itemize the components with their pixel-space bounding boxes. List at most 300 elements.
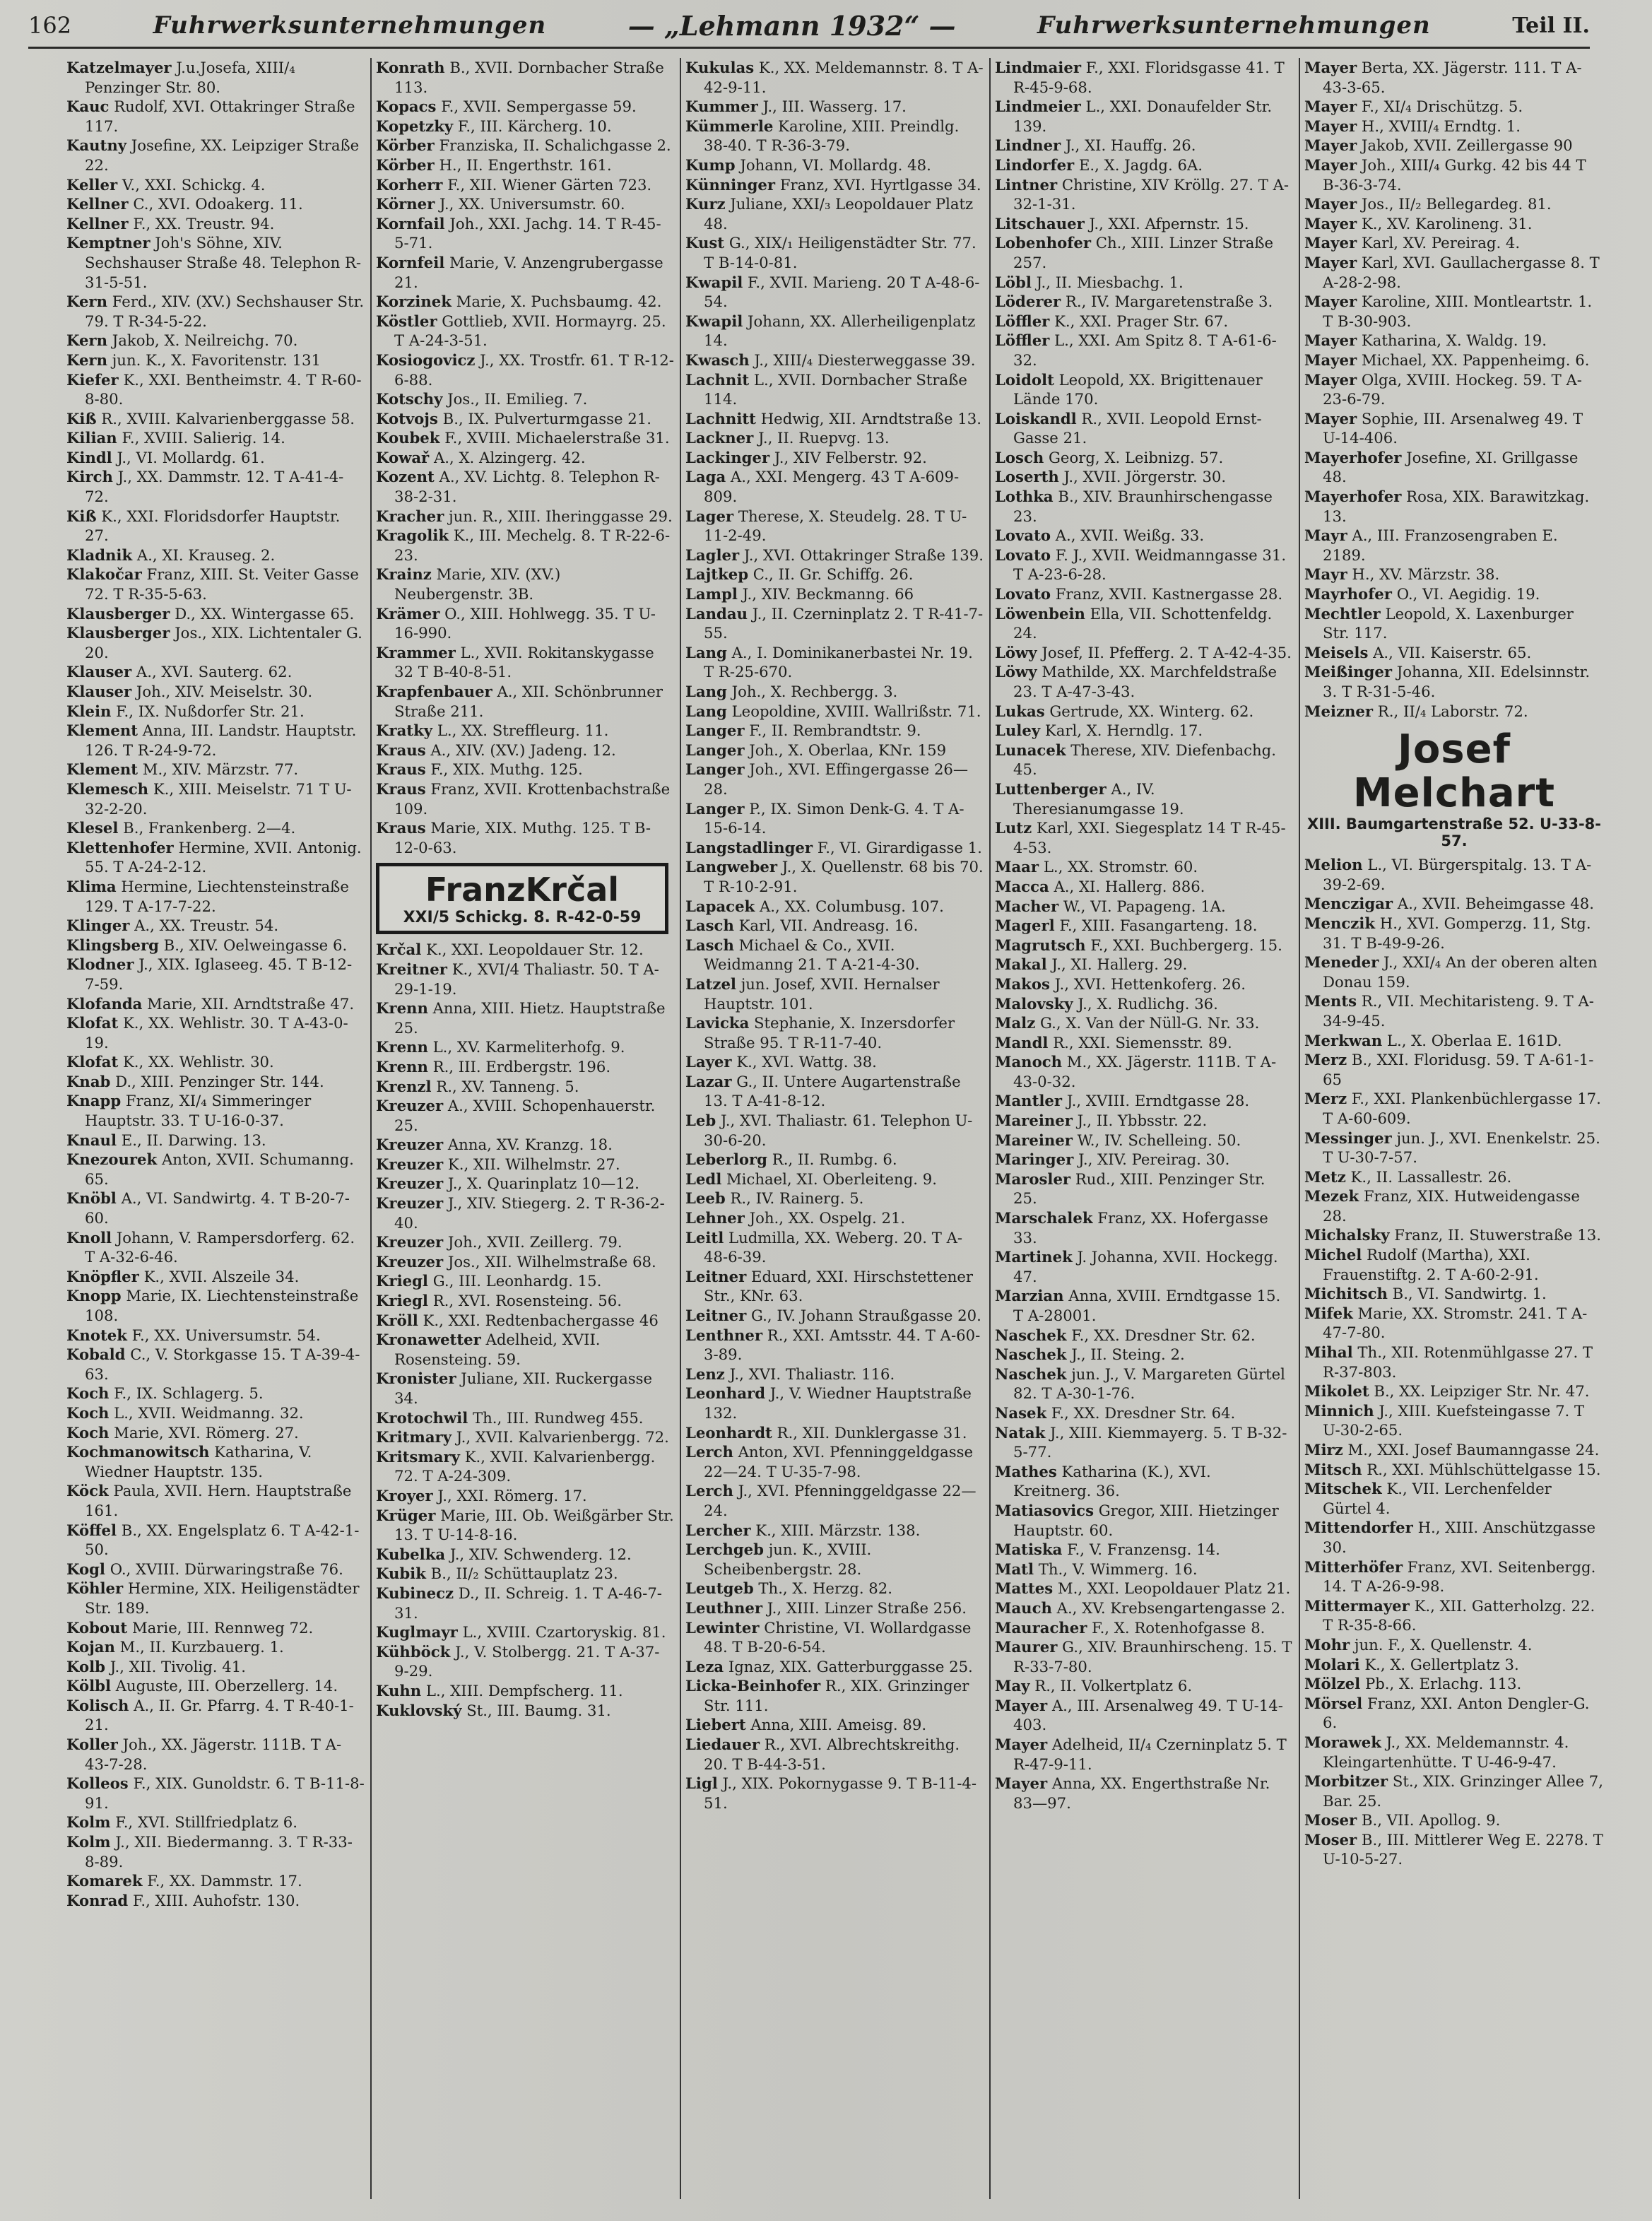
directory-entry: Leonhardt R., XII. Dunklergasse 31. bbox=[685, 1423, 967, 1442]
directory-entry: Kwapil F., XVII. Marieng. 20 T A-48-6-54. bbox=[685, 273, 980, 311]
directory-entry: Kornfail Joh., XXI. Jachg. 14. T R-45-5-71. bbox=[376, 214, 661, 252]
directory-entry: May R., II. Volkertplatz 6. bbox=[995, 1677, 1193, 1695]
directory-entry: Klakočar Franz, XIII. St. Veiter Gasse 72. T R-35-5-63. bbox=[66, 565, 359, 603]
directory-entry: Kellner C., XVI. Odoakerg. 11. bbox=[66, 195, 303, 213]
directory-entry: Knotek F., XX. Universumstr. 54. bbox=[66, 1326, 321, 1344]
directory-entry: Menczik H., XVI. Gomperzg. 11, Stg. 31. T B-49-9-26. bbox=[1304, 914, 1591, 952]
directory-entry: Lehner Joh., XX. Ospelg. 21. bbox=[685, 1209, 906, 1227]
directory-entry: Langer Joh., X. Oberlaa, KNr. 159 bbox=[685, 741, 947, 759]
directory-entry: Mikolet B., XX. Leipziger Str. Nr. 47. bbox=[1304, 1382, 1590, 1401]
directory-entry: Kroyer J., XXI. Römerg. 17. bbox=[376, 1486, 587, 1504]
directory-entry: Lovato Franz, XVII. Kastnergasse 28. bbox=[995, 585, 1283, 603]
directory-entry: Lobenhofer Ch., XIII. Linzer Straße 257. bbox=[995, 234, 1274, 271]
directory-entry: Mattes M., XXI. Leopoldauer Platz 21. bbox=[995, 1579, 1291, 1598]
directory-entry: Lercher K., XIII. Märzstr. 138. bbox=[685, 1521, 921, 1539]
directory-entry: Köhler Hermine, XIX. Heiligenstädter Str. 189. bbox=[66, 1579, 360, 1617]
directory-entry: Klofat K., XX. Wehlistr. 30. T A-43-0-19. bbox=[66, 1014, 348, 1051]
directory-column-4 bbox=[991, 58, 1300, 2199]
directory-entry: Lovato A., XVII. Weißg. 33. bbox=[995, 526, 1205, 545]
directory-entry: Löffler K., XXI. Prager Str. 67. bbox=[995, 312, 1229, 330]
directory-entry: Knöbl A., VI. Sandwirtg. 4. T B-20-7-60. bbox=[66, 1189, 350, 1227]
directory-entry: Maar L., XX. Stromstr. 60. bbox=[995, 858, 1198, 876]
directory-entry: Koller Joh., XX. Jägerstr. 111B. T A-43-7-28. bbox=[66, 1736, 342, 1773]
directory-entry: Löwy Josef, II. Pfefferg. 2. T A-42-4-35. bbox=[995, 643, 1292, 661]
directory-entry: Loidolt Leopold, XX. Brigittenauer Lände 170. bbox=[995, 370, 1263, 408]
directory-entry: Kilian F., XVIII. Salierig. 14. bbox=[66, 429, 285, 447]
directory-entry: Kiß R., XVIII. Kalvarienberggasse 58. bbox=[66, 409, 355, 428]
directory-entry: Kwasch J., XIII/₄ Diesterweggasse 39. bbox=[685, 350, 976, 369]
directory-entry: Kotvojs B., IX. Pulverturmgasse 21. bbox=[376, 409, 651, 428]
directory-entry: Mathes Katharina (K.), XVI. Kreitnerg. 36. bbox=[995, 1462, 1211, 1500]
directory-entry: Lutz Karl, XXI. Siegesplatz 14 T R-45-4-53. bbox=[995, 819, 1286, 856]
directory-entry: Mantler J., XVIII. Erndtgasse 28. bbox=[995, 1092, 1250, 1110]
directory-entry: Marschalek Franz, XX. Hofergasse 33. bbox=[995, 1209, 1268, 1247]
directory-entry: Kuklovský St., III. Baumg. 31. bbox=[376, 1701, 611, 1719]
directory-entry: Macca A., XI. Hallerg. 886. bbox=[995, 877, 1205, 895]
directory-entry: Naschek J., II. Steing. 2. bbox=[995, 1345, 1185, 1364]
directory-entry: Kosiogovicz J., XX. Trostfr. 61. T R-12-6-88. bbox=[376, 350, 674, 389]
directory-entry: Kreuzer A., XVIII. Schopenhauerstr. 25. bbox=[376, 1097, 656, 1134]
directory-columns bbox=[62, 58, 1610, 2199]
directory-entry: Körner J., XX. Universumstr. 60. bbox=[376, 195, 625, 213]
part-label: Teil II. bbox=[1512, 13, 1590, 38]
directory-entry: Lunacek Therese, XIV. Diefenbachg. 45. bbox=[995, 741, 1276, 779]
directory-entry: Liebert Anna, XIII. Ameisg. 89. bbox=[685, 1716, 927, 1734]
directory-entry: Leb J., XVI. Thaliastr. 61. Telephon U-30-6-20. bbox=[685, 1112, 973, 1149]
directory-entry: Lavicka Stephanie, X. Inzersdorfer Straße 95. T R-11-7-40. bbox=[685, 1014, 955, 1051]
directory-entry: Mitterhöfer Franz, XVI. Seitenbergg. 14. T A-26-9-98. bbox=[1304, 1557, 1596, 1596]
directory-entry: Lazar G., II. Untere Augartenstraße 13. T A-41-8-12. bbox=[685, 1072, 961, 1110]
directory-entry: Mayer Jos., II/₂ Bellegardeg. 81. bbox=[1304, 195, 1552, 213]
directory-entry: Korzinek Marie, X. Puchsbaumg. 42. bbox=[376, 293, 662, 311]
directory-entry: Klima Hermine, Liechtensteinstraße 129. T A-17-7-22. bbox=[66, 877, 349, 915]
directory-entry: Löffler L., XXI. Am Spitz 8. T A-61-6-32. bbox=[995, 331, 1277, 369]
directory-entry: Leberlorg R., II. Rumbg. 6. bbox=[685, 1150, 897, 1169]
directory-entry: Konrath B., XVII. Dornbacher Straße 113. bbox=[376, 59, 664, 96]
directory-entry: Mihal Th., XII. Rotenmühlgasse 27. T R-37-803. bbox=[1304, 1343, 1593, 1381]
directory-entry: Katzelmayer J.u.Josefa, XIII/₄ Penzinger Str. 80. bbox=[66, 59, 295, 96]
directory-entry: Klauser Joh., XIV. Meiselstr. 30. bbox=[66, 683, 313, 700]
directory-entry: Kern jun. K., X. Favoritenstr. 131 bbox=[66, 350, 321, 369]
directory-entry: Mirz M., XXI. Josef Baumanngasse 24. bbox=[1304, 1441, 1600, 1459]
directory-entry: Krammer L., XVII. Rokitanskygasse 32 T B-40-8-51. bbox=[376, 643, 654, 681]
directory-entry: Mayer Karl, XVI. Gaullachergasse 8. T A-28-2-98. bbox=[1304, 253, 1600, 291]
directory-entry: Mayr H., XV. Märzstr. 38. bbox=[1304, 565, 1500, 584]
directory-entry: Kotschy Jos., II. Emilieg. 7. bbox=[376, 390, 588, 408]
directory-entry: Moser B., III. Mittlerer Weg E. 2278. T U-10-5-27. bbox=[1304, 1830, 1603, 1868]
directory-entry: Kriegl G., III. Leonhardg. 15. bbox=[376, 1272, 602, 1290]
directory-entry: Kauc Rudolf, XVI. Ottakringer Straße 117. bbox=[66, 98, 355, 135]
directory-entry: Mayer Karoline, XIII. Montleartstr. 1. T B-30-903. bbox=[1304, 293, 1593, 330]
directory-entry: Loiskandl R., XVII. Leopold Ernst-Gasse 21. bbox=[995, 409, 1262, 447]
directory-entry: Krenn L., XV. Karmeliterhofg. 9. bbox=[376, 1038, 625, 1056]
directory-entry: Künninger Franz, XVI. Hyrtlgasse 34. bbox=[685, 175, 981, 194]
directory-entry: Lenthner R., XXI. Amtsstr. 44. T A-60-3-89. bbox=[685, 1326, 981, 1364]
directory-entry: Michitsch B., VI. Sandwirtg. 1. bbox=[1304, 1285, 1547, 1303]
directory-entry: Kwapil Johann, XX. Allerheiligenplatz 14. bbox=[685, 312, 976, 350]
directory-entry: Kummer J., III. Wasserg. 17. bbox=[685, 98, 907, 116]
directory-entry: Kurz Juliane, XXI/₃ Leopoldauer Platz 48. bbox=[685, 195, 974, 232]
directory-entry: Kraus Franz, XVII. Krottenbachstraße 109. bbox=[376, 779, 671, 818]
advertisement-name: Josef Melchart bbox=[1352, 726, 1556, 817]
directory-entry: Meizner R., II/₄ Laborstr. 72. bbox=[1304, 702, 1528, 720]
directory-entry: Kolleos F., XIX. Gunoldstr. 6. T B-11-8-91. bbox=[66, 1774, 365, 1812]
directory-entry: Loserth J., XVII. Jörgerstr. 30. bbox=[995, 468, 1227, 486]
directory-entry: Mayer Sophie, III. Arsenalweg 49. T U-14-406. bbox=[1304, 409, 1583, 447]
directory-entry: Makos J., XVI. Hettenkoferg. 26. bbox=[995, 974, 1246, 993]
directory-entry: Langer P., IX. Simon Denk-G. 4. T A-15-6-14. bbox=[685, 799, 964, 837]
directory-entry: Kolisch A., II. Gr. Pfarrg. 4. T R-40-1-21. bbox=[66, 1696, 354, 1734]
directory-entry: Löbl J., II. Miesbachg. 1. bbox=[995, 273, 1184, 291]
directory-entry: Mitsch R., XXI. Mühlschüttelgasse 15. bbox=[1304, 1460, 1601, 1478]
directory-entry: Lindmaier F., XXI. Floridsgasse 41. T R-45-9-68. bbox=[995, 59, 1285, 96]
directory-entry: Kuhn L., XIII. Dempfscherg. 11. bbox=[376, 1681, 623, 1699]
directory-entry: Malovsky J., X. Rudlichg. 36. bbox=[995, 994, 1218, 1013]
directory-entry: Lang Leopoldine, XVIII. Wallrißstr. 71. bbox=[685, 702, 981, 720]
directory-entry: Klausberger D., XX. Wintergasse 65. bbox=[66, 604, 355, 623]
directory-entry: Kladnik A., XI. Krauseg. 2. bbox=[66, 546, 276, 564]
directory-entry: Liedauer R., XVI. Albrechtskreithg. 20. T B-44-3-51. bbox=[685, 1736, 960, 1773]
directory-entry: Kojan M., II. Kurzbauerg. 1. bbox=[66, 1638, 284, 1656]
directory-entry: Kracher jun. R., XIII. Iheringgasse 29. bbox=[376, 507, 673, 525]
directory-entry: Mechtler Leopold, X. Laxenburger Str. 117. bbox=[1304, 604, 1574, 642]
page-number: 162 bbox=[28, 12, 72, 39]
directory-entry: Layer K., XVI. Wattg. 38. bbox=[685, 1053, 877, 1071]
directory-entry: Kritmary J., XVII. Kalvarienbergg. 72. bbox=[376, 1428, 669, 1447]
directory-entry: Klemesch K., XIII. Meiselstr. 71 T U-32-2-20. bbox=[66, 779, 352, 818]
advertisement-address: XXI/5 Schickg. 8. R-42-0-59 bbox=[403, 909, 642, 927]
directory-entry: Knapp Franz, XI/₄ Simmeringer Hauptstr. 33. T U-16-0-37. bbox=[66, 1092, 312, 1130]
directory-entry: Mezek Franz, XIX. Hutweidengasse 28. bbox=[1304, 1187, 1580, 1225]
directory-entry: Lewinter Christine, VI. Wollardgasse 48. T B-20-6-54. bbox=[685, 1618, 972, 1656]
directory-entry: Mölzel Pb., X. Erlachg. 113. bbox=[1304, 1675, 1522, 1693]
directory-entry: Magerl F., XIII. Fasangarteng. 18. bbox=[995, 917, 1258, 935]
directory-entry: Kukulas K., XX. Meldemannstr. 8. T A-42-9-11. bbox=[685, 59, 984, 96]
directory-entry: Kern Ferd., XIV. (XV.) Sechshauser Str. 79. T R-34-5-22. bbox=[66, 293, 365, 330]
directory-entry: Kubik B., II/₂ Schüttauplatz 23. bbox=[376, 1565, 618, 1583]
directory-column-5 bbox=[1300, 58, 1610, 2199]
directory-entry: Lajtkep C., II. Gr. Schiffg. 26. bbox=[685, 565, 914, 584]
left-running-title: Fuhrwerksunternehmungen bbox=[153, 11, 547, 40]
directory-entry: Michel Rudolf (Martha), XXI. Frauenstiftg. 2. T A-60-2-91. bbox=[1304, 1246, 1539, 1283]
directory-entry: Leonhard J., V. Wiedner Hauptstraße 132. bbox=[685, 1384, 972, 1422]
directory-entry: Lapacek A., XX. Columbusg. 107. bbox=[685, 897, 944, 915]
directory-entry: Meisels A., VII. Kaiserstr. 65. bbox=[1304, 643, 1532, 661]
advertisement-address: XIII. Baumgartenstraße 52. U-33-8-57. bbox=[1307, 815, 1601, 850]
directory-entry: Keller V., XXI. Schickg. 4. bbox=[66, 175, 266, 194]
directory-entry: Kröll K., XXI. Redtenbachergasse 46 bbox=[376, 1311, 659, 1329]
directory-entry: Kubinecz D., II. Schreig. 1. T A-46-7-31. bbox=[376, 1584, 662, 1622]
directory-entry: Mareiner W., IV. Schelleing. 50. bbox=[995, 1131, 1241, 1149]
directory-entry: Lang A., I. Dominikanerbastei Nr. 19. T R-25-670. bbox=[685, 643, 973, 681]
directory-entry: Lachnit L., XVII. Dornbacher Straße 114. bbox=[685, 370, 967, 408]
directory-entry: Lang Joh., X. Rechbergg. 3. bbox=[685, 683, 898, 700]
directory-entry: Mayer A., III. Arsenalweg 49. T U-14-403. bbox=[995, 1696, 1283, 1734]
directory-entry: Matl Th., V. Wimmerg. 16. bbox=[995, 1560, 1198, 1578]
directory-entry: Kolb J., XII. Tivolig. 41. bbox=[66, 1657, 246, 1675]
directory-column-3 bbox=[681, 58, 991, 2199]
directory-entry: Mayer Michael, XX. Pappenheimg. 6. bbox=[1304, 350, 1590, 369]
directory-entry: Langstadlinger F., VI. Girardigasse 1. bbox=[685, 838, 982, 856]
directory-entry: Krenn Anna, XIII. Hietz. Hauptstraße 25. bbox=[376, 999, 666, 1037]
directory-entry: Lindner J., XI. Hauffg. 26. bbox=[995, 136, 1196, 155]
directory-entry: Mayer Karl, XV. Pereirag. 4. bbox=[1304, 234, 1521, 252]
directory-entry: Leuthner J., XIII. Linzer Straße 256. bbox=[685, 1598, 967, 1617]
directory-entry: Kreuzer K., XII. Wilhelmstr. 27. bbox=[376, 1155, 620, 1173]
directory-entry: Kiefer K., XXI. Bentheimstr. 4. T R-60-8-80. bbox=[66, 370, 362, 408]
directory-entry: Merkwan L., X. Oberlaa E. 161D. bbox=[1304, 1031, 1562, 1049]
directory-entry: Löderer R., IV. Margaretenstraße 3. bbox=[995, 293, 1273, 311]
directory-entry: Mörsel Franz, XXI. Anton Dengler-G. 6. bbox=[1304, 1694, 1590, 1732]
directory-entry: Kreuzer Anna, XV. Kranzg. 18. bbox=[376, 1136, 613, 1154]
directory-entry: Merz F., XXI. Plankenbüchlergasse 17. T A-60-609. bbox=[1304, 1090, 1601, 1127]
directory-entry: Molari K., X. Gellertplatz 3. bbox=[1304, 1655, 1519, 1673]
directory-entry: Kreuzer Joh., XVII. Zeillerg. 79. bbox=[376, 1233, 623, 1251]
directory-entry: Mauch A., XV. Krebsengartengasse 2. bbox=[995, 1598, 1285, 1617]
directory-entry: Kogl O., XVIII. Dürwaringstraße 76. bbox=[66, 1560, 343, 1578]
directory-entry: Klement M., XIV. Märzstr. 77. bbox=[66, 760, 299, 779]
directory-entry: Kautny Josefine, XX. Leipziger Straße 22. bbox=[66, 136, 360, 174]
directory-entry: Mayer Katharina, X. Waldg. 19. bbox=[1304, 331, 1547, 350]
directory-entry: Metz K., II. Lassallestr. 26. bbox=[1304, 1167, 1512, 1186]
right-running-title: Fuhrwerksunternehmungen bbox=[1037, 11, 1431, 40]
directory-entry: Krainz Marie, XIV. (XV.) Neubergenstr. 3B. bbox=[376, 565, 561, 603]
directory-entry: Ledl Michael, XI. Oberleiteng. 9. bbox=[685, 1170, 937, 1188]
directory-entry: Mareiner J., II. Ybbsstr. 22. bbox=[995, 1112, 1208, 1130]
directory-entry: Kritsmary K., XVII. Kalvarienbergg. 72. T A-24-309. bbox=[376, 1447, 656, 1485]
directory-entry: Kreuzer J., XIV. Stiegerg. 2. T R-36-2-40. bbox=[376, 1194, 665, 1232]
directory-entry: Kriegl R., XVI. Rosensteing. 56. bbox=[376, 1292, 622, 1310]
directory-entry: Klement Anna, III. Landstr. Hauptstr. 126. T R-24-9-72. bbox=[66, 721, 357, 759]
directory-entry: Mifek Marie, XX. Stromstr. 241. T A-47-7-80. bbox=[1304, 1304, 1588, 1342]
directory-entry: Marosler Rud., XIII. Penzinger Str. 25. bbox=[995, 1170, 1265, 1208]
directory-entry: Mayer Adelheid, II/₄ Czerninplatz 5. T R-47-9-11. bbox=[995, 1736, 1287, 1773]
directory-entry: Klodner J., XIX. Iglaseeg. 45. T B-12-7-59. bbox=[66, 955, 353, 993]
directory-entry: Mohr jun. F., X. Quellenstr. 4. bbox=[1304, 1635, 1533, 1654]
directory-entry: Merz B., XXI. Floridusg. 59. T A-61-1-65 bbox=[1304, 1051, 1594, 1088]
directory-entry: Köck Paula, XVII. Hern. Hauptstraße 161. bbox=[66, 1482, 352, 1519]
directory-entry: Messinger jun. J., XVI. Enenkelstr. 25. T U-30-7-57. bbox=[1304, 1129, 1600, 1167]
directory-entry: Kozent A., XV. Lichtg. 8. Telephon R-38-2-31. bbox=[376, 468, 660, 506]
directory-entry: Krapfenbauer A., XII. Schönbrunner Straße 211. bbox=[376, 683, 663, 720]
directory-entry: Mitschek K., VII. Lerchenfelder Gürtel 4. bbox=[1304, 1480, 1552, 1517]
directory-entry: Maurer G., XIV. Braunhirscheng. 15. T R-33-7-80. bbox=[995, 1638, 1292, 1675]
directory-entry: Leitner G., IV. Johann Straußgasse 20. bbox=[685, 1307, 981, 1324]
directory-entry: Krenzl R., XV. Tanneng. 5. bbox=[376, 1077, 579, 1095]
directory-entry: Luley Karl, X. Herndlg. 17. bbox=[995, 721, 1203, 740]
directory-entry: Kreuzer Jos., XII. Wilhelmstraße 68. bbox=[376, 1252, 656, 1271]
directory-entry: Klettenhofer Hermine, XVII. Antonig. 55. T A-24-2-12. bbox=[66, 838, 362, 876]
directory-entry: Kubelka J., XIV. Schwenderg. 12. bbox=[376, 1545, 632, 1563]
directory-entry: Knopp Marie, IX. Liechtensteinstraße 108. bbox=[66, 1287, 359, 1324]
directory-entry: Mauracher F., X. Rotenhofgasse 8. bbox=[995, 1618, 1265, 1637]
directory-entry: Kowař A., X. Alzingerg. 42. bbox=[376, 448, 586, 466]
directory-entry: Martinek J. Johanna, XVII. Hockegg. 47. bbox=[995, 1248, 1278, 1285]
directory-entry: Nasek F., XX. Dresdner Str. 64. bbox=[995, 1403, 1236, 1422]
directory-entry: Komarek F., XX. Dammstr. 17. bbox=[66, 1872, 302, 1890]
directory-entry: Michalsky Franz, II. Stuwerstraße 13. bbox=[1304, 1226, 1601, 1244]
directory-entry: Mayerhofer Josefine, XI. Grillgasse 48. bbox=[1304, 448, 1579, 486]
directory-entry: Manoch M., XX. Jägerstr. 111B. T A-43-0-32. bbox=[995, 1053, 1277, 1090]
directory-entry: Morawek J., XX. Meldemannstr. 4. Kleingartenhütte. T U-46-9-47. bbox=[1304, 1733, 1569, 1771]
directory-entry: Kreuzer J., X. Quarinplatz 10—12. bbox=[376, 1174, 639, 1193]
directory-entry: Lovato F. J., XVII. Weidmanngasse 31. T A-23-6-28. bbox=[995, 546, 1287, 584]
directory-entry: Natak J., XIII. Kiemmayerg. 5. T B-32-5-77. bbox=[995, 1423, 1287, 1461]
directory-entry: Kochmanowitsch Katharina, V. Wiedner Hauptstr. 135. bbox=[66, 1443, 312, 1480]
directory-entry: Kreitner K., XVI/4 Thaliastr. 50. T A-29-1-19. bbox=[376, 960, 659, 998]
directory-entry: Klauser A., XVI. Sauterg. 62. bbox=[66, 663, 293, 681]
directory-entry: Kobald C., V. Storkgasse 15. T A-39-4-63. bbox=[66, 1345, 360, 1383]
directory-entry: Kolm F., XVI. Stillfriedplatz 6. bbox=[66, 1813, 297, 1832]
directory-entry: Losch Georg, X. Leibnizg. 57. bbox=[995, 448, 1224, 466]
directory-entry: Makal J., XI. Hallerg. 29. bbox=[995, 955, 1188, 974]
directory-entry: Mittendorfer H., XIII. Anschützgasse 30. bbox=[1304, 1519, 1596, 1556]
directory-entry: Lerch J., XVI. Pfenninggeldgasse 22—24. bbox=[685, 1482, 977, 1519]
advertisement-box bbox=[1304, 721, 1604, 855]
directory-entry: Matiasovics Gregor, XIII. Hietzinger Hauptstr. 60. bbox=[995, 1501, 1279, 1539]
directory-entry: Knab D., XIII. Penzinger Str. 144. bbox=[66, 1072, 324, 1090]
directory-entry: Langer Joh., XVI. Effingergasse 26—28. bbox=[685, 760, 969, 798]
directory-entry: Klingsberg B., XIV. Oelweingasse 6. bbox=[66, 936, 348, 954]
directory-entry: Kust G., XIX/₁ Heiligenstädter Str. 77. T B-14-0-81. bbox=[685, 234, 977, 271]
directory-entry: Langweber J., X. Quellenstr. 68 bis 70. T R-10-2-91. bbox=[685, 858, 984, 895]
directory-entry: Mayer Anna, XX. Engerthstraße Nr. 83—97. bbox=[995, 1774, 1270, 1812]
directory-entry: Mayer Berta, XX. Jägerstr. 111. T A-43-3-65. bbox=[1304, 59, 1582, 96]
directory-entry: Konrad F., XIII. Auhofstr. 130. bbox=[66, 1891, 300, 1909]
directory-entry: Kiß K., XXI. Floridsdorfer Hauptstr. 27. bbox=[66, 507, 341, 545]
directory-entry: Lampl J., XIV. Beckmanng. 66 bbox=[685, 585, 914, 603]
directory-entry: Luttenberger A., IV. Theresianumgasse 19. bbox=[995, 779, 1184, 818]
directory-entry: Knoll Johann, V. Rampersdorferg. 62. T A-32-6-46. bbox=[66, 1228, 355, 1266]
directory-entry: Morbitzer St., XIX. Grinzinger Allee 7, Bar. 25. bbox=[1304, 1772, 1603, 1810]
directory-entry: Klinger A., XX. Treustr. 54. bbox=[66, 917, 279, 935]
directory-entry: Krenn R., III. Erdbergstr. 196. bbox=[376, 1057, 611, 1076]
directory-entry: Kraus A., XIV. (XV.) Jadeng. 12. bbox=[376, 741, 616, 759]
advertisement-name: FranzKrčal bbox=[425, 871, 620, 909]
directory-entry: Litschauer J., XXI. Afpernstr. 15. bbox=[995, 214, 1249, 232]
directory-entry: Menczigar A., XVII. Beheimgasse 48. bbox=[1304, 895, 1594, 913]
directory-entry: Kraus F., XIX. Muthg. 125. bbox=[376, 760, 583, 779]
directory-entry: Mayerhofer Rosa, XIX. Barawitzkag. 13. bbox=[1304, 488, 1590, 525]
directory-entry: Klofanda Marie, XII. Arndtstraße 47. bbox=[66, 994, 355, 1013]
directory-entry: Klofat K., XX. Wehlistr. 30. bbox=[66, 1053, 274, 1071]
directory-entry: Magrutsch F., XXI. Buchbergerg. 15. bbox=[995, 936, 1282, 954]
directory-entry: Korherr F., XII. Wiener Gärten 723. bbox=[376, 175, 652, 194]
directory-entry: Langer F., II. Rembrandtstr. 9. bbox=[685, 721, 921, 740]
directory-entry: Kragolik K., III. Mechelg. 8. T R-22-6-23. bbox=[376, 526, 671, 564]
directory-entry: Landau J., II. Czerninplatz 2. T R-41-7-55. bbox=[685, 604, 984, 642]
directory-entry: Maringer J., XIV. Pereirag. 30. bbox=[995, 1150, 1230, 1169]
directory-entry: Ments R., VII. Mechitaristeng. 9. T A-34-9-45. bbox=[1304, 992, 1594, 1030]
directory-entry: Köffel B., XX. Engelsplatz 6. T A-42-1-50. bbox=[66, 1521, 360, 1559]
directory-entry: Lerchgeb jun. K., XVIII. Scheibenbergstr. 28. bbox=[685, 1540, 872, 1578]
directory-entry: Moser B., VII. Apollog. 9. bbox=[1304, 1811, 1501, 1830]
directory-entry: Lindmeier L., XXI. Donaufelder Str. 139. bbox=[995, 98, 1273, 135]
directory-entry: Naschek F., XX. Dresdner Str. 62. bbox=[995, 1326, 1256, 1344]
directory-entry: Matiska F., V. Franzensg. 14. bbox=[995, 1540, 1220, 1559]
directory-entry: Kuglmayr L., XVIII. Czartoryskig. 81. bbox=[376, 1623, 666, 1642]
directory-entry: Lenz J., XVI. Thaliastr. 116. bbox=[685, 1365, 895, 1383]
directory-entry: Kopacs F., XVII. Sempergasse 59. bbox=[376, 98, 637, 116]
directory-entry: Kellner F., XX. Treustr. 94. bbox=[66, 214, 275, 232]
directory-entry: Kühböck J., V. Stolbergg. 21. T A-37-9-29. bbox=[376, 1642, 660, 1680]
directory-entry: Lagler J., XVI. Ottakringer Straße 139. bbox=[685, 546, 984, 564]
directory-entry: Lachnitt Hedwig, XII. Arndtstraße 13. bbox=[685, 409, 981, 428]
directory-entry: Klausberger Jos., XIX. Lichtentaler G. 20. bbox=[66, 624, 362, 661]
directory-entry: Krämer O., XIII. Hohlwegg. 35. T U-16-990. bbox=[376, 604, 656, 642]
directory-entry: Leza Ignaz, XIX. Gatterburggasse 25. bbox=[685, 1657, 973, 1675]
directory-entry: Meißinger Johanna, XII. Edelsinnstr. 3. T R-31-5-46. bbox=[1304, 663, 1591, 700]
directory-entry: Kobout Marie, III. Rennweg 72. bbox=[66, 1618, 314, 1637]
directory-entry: Mayer Joh., XIII/₄ Gurkg. 42 bis 44 T B-36-3-74. bbox=[1304, 155, 1586, 194]
directory-entry: Licka-Beinhofer R., XIX. Grinzinger Str. 111. bbox=[685, 1677, 969, 1714]
directory-entry: Lintner Christine, XIV Kröllg. 27. T A-32-1-31. bbox=[995, 175, 1290, 213]
directory-entry: Knezourek Anton, XVII. Schumanng. 65. bbox=[66, 1150, 354, 1188]
directory-column-2 bbox=[372, 58, 681, 2199]
directory-entry: Klein F., IX. Nußdorfer Str. 21. bbox=[66, 702, 305, 720]
directory-entry: Mittermayer K., XII. Gatterholzg. 22. T R-35-8-66. bbox=[1304, 1596, 1595, 1634]
directory-entry: Knöpfler K., XVII. Alszeile 34. bbox=[66, 1267, 300, 1285]
directory-entry: Macher W., VI. Papageng. 1A. bbox=[995, 897, 1226, 915]
directory-entry: Löwy Mathilde, XX. Marchfeldstraße 23. T A-47-3-43. bbox=[995, 663, 1278, 700]
directory-entry: Minnich J., XIII. Kuefsteingasse 7. T U-30-2-65. bbox=[1304, 1401, 1585, 1439]
directory-entry: Lerch Anton, XVI. Pfenninggeldgasse 22—24. T U-35-7-98. bbox=[685, 1443, 973, 1480]
directory-entry: Kolm J., XII. Biedermanng. 3. T R-33-8-89. bbox=[66, 1833, 353, 1871]
directory-entry: Lothka B., XIV. Braunhirschengasse 23. bbox=[995, 488, 1273, 525]
directory-entry: Mandl R., XXI. Siemensstr. 89. bbox=[995, 1033, 1232, 1051]
directory-column-1 bbox=[62, 58, 372, 2199]
directory-entry: Kindl J., VI. Mollardg. 61. bbox=[66, 448, 265, 466]
directory-entry: Malz G., X. Van der Nüll-G. Nr. 33. bbox=[995, 1014, 1260, 1032]
directory-entry: Koch Marie, XVI. Römerg. 27. bbox=[66, 1423, 299, 1442]
advertisement-box bbox=[376, 863, 668, 934]
directory-entry: Kump Johann, VI. Mollardg. 48. bbox=[685, 155, 931, 174]
directory-entry: Kratky L., XX. Streffleurg. 11. bbox=[376, 721, 609, 740]
page-header bbox=[28, 4, 1590, 49]
directory-entry: Koubek F., XVIII. Michaelerstraße 31. bbox=[376, 429, 670, 447]
directory-entry: Kronawetter Adelheid, XVII. Rosensteing. 59. bbox=[376, 1331, 601, 1368]
directory-entry: Naschek jun. J., V. Margareten Gürtel 82. T A-30-1-76. bbox=[995, 1365, 1285, 1403]
directory-entry: Ligl J., XIX. Pokornygasse 9. T B-11-4-51. bbox=[685, 1774, 977, 1812]
directory-entry: Lager Therese, X. Steudelg. 28. T U-11-2-49. bbox=[685, 507, 967, 545]
directory-entry: Mayer Olga, XVIII. Hockeg. 59. T A-23-6-79. bbox=[1304, 370, 1582, 408]
directory-entry: Krotochwil Th., III. Rundweg 455. bbox=[376, 1408, 644, 1427]
directory-entry: Lukas Gertrude, XX. Winterg. 62. bbox=[995, 702, 1254, 720]
directory-entry: Melion L., VI. Bürgerspitalg. 13. T A-39-2-69. bbox=[1304, 856, 1592, 893]
center-running-title: — „Lehmann 1932“ — bbox=[627, 9, 956, 42]
directory-entry: Krčal K., XXI. Leopoldauer Str. 12. bbox=[376, 941, 644, 959]
directory-entry: Mayer H., XVIII/₄ Erndtg. 1. bbox=[1304, 117, 1521, 135]
directory-entry: Lackinger J., XIV Felberstr. 92. bbox=[685, 448, 927, 466]
directory-entry: Körber Franziska, II. Schalichgasse 2. bbox=[376, 136, 671, 155]
directory-entry: Lasch Karl, VII. Andreasg. 16. bbox=[685, 917, 919, 935]
directory-entry: Kemptner Joh's Söhne, XIV. Sechshauser Straße 48. Telephon R-31-5-51. bbox=[66, 234, 362, 291]
directory-entry: Lindorfer E., X. Jagdg. 6A. bbox=[995, 155, 1203, 174]
directory-entry: Leutgeb Th., X. Herzg. 82. bbox=[685, 1579, 892, 1598]
directory-entry: Löwenbein Ella, VII. Schottenfeldg. 24. bbox=[995, 604, 1273, 642]
directory-entry: Koch F., IX. Schlagerg. 5. bbox=[66, 1384, 264, 1403]
directory-entry: Leitner Eduard, XXI. Hirschstettener Str., KNr. 63. bbox=[685, 1267, 974, 1305]
directory-entry: Lasch Michael & Co., XVII. Weidmanng 21. T A-21-4-30. bbox=[685, 936, 920, 974]
directory-entry: Kopetzky F., III. Kärcherg. 10. bbox=[376, 117, 612, 135]
directory-entry: Meneder J., XXI/₄ An der oberen alten Donau 159. bbox=[1304, 953, 1598, 991]
directory-entry: Kornfeil Marie, V. Anzengrubergasse 21. bbox=[376, 253, 663, 291]
directory-entry: Knaul E., II. Darwing. 13. bbox=[66, 1131, 266, 1149]
directory-entry: Köstler Gottlieb, XVII. Hormayrg. 25. T A-24-3-51. bbox=[376, 312, 666, 350]
directory-entry: Mayer Jakob, XVII. Zeillergasse 90 bbox=[1304, 136, 1573, 155]
directory-entry: Mayer F., XI/₄ Drischützg. 5. bbox=[1304, 98, 1523, 116]
directory-entry: Krüger Marie, III. Ob. Weißgärber Str. 13. T U-14-8-16. bbox=[376, 1506, 674, 1544]
